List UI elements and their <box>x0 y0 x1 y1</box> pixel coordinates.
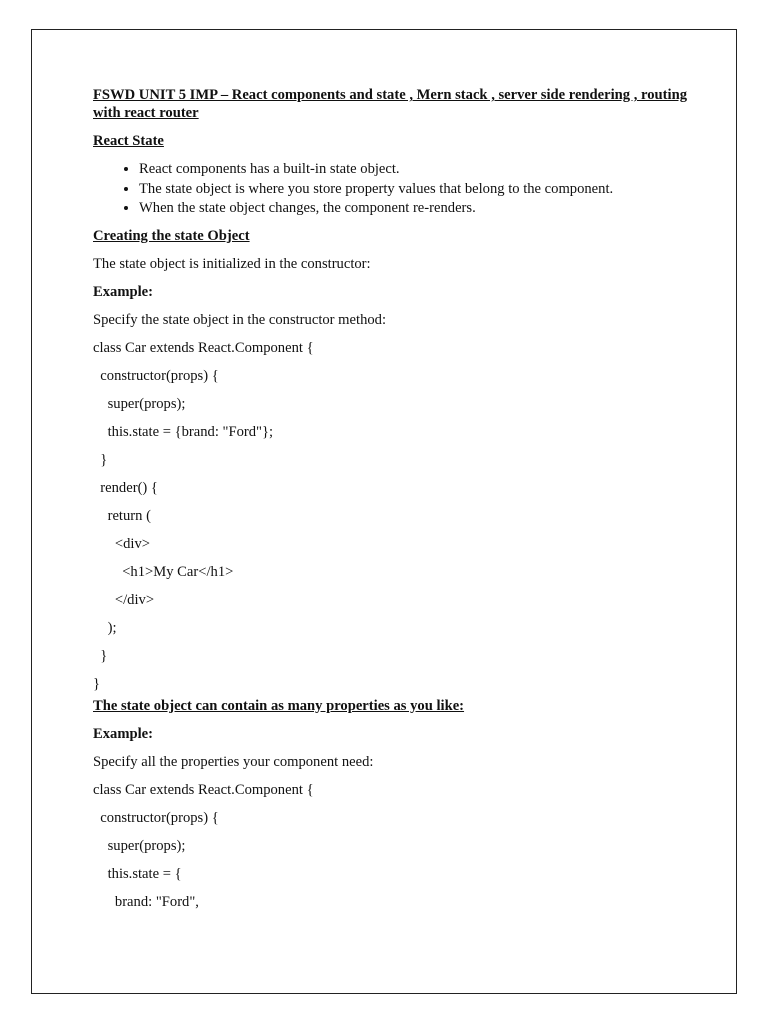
example-label: Example: <box>93 283 153 300</box>
section-heading-react-state: React State <box>93 133 164 149</box>
section-heading-many-properties: The state object can contain as many properties as you like: <box>93 697 465 714</box>
code-line: } <box>93 451 108 468</box>
code-line: <div> <box>93 535 150 552</box>
code-line: </div> <box>93 591 155 608</box>
bullet-item: • When the state object changes, the component re-renders. <box>139 199 693 219</box>
document-title: FSWD UNIT 5 IMP – React components and state , Mern stack , server side rendering , routing with react router <box>93 87 687 121</box>
code-line: brand: "Ford", <box>93 893 199 910</box>
code-line: ); <box>93 619 117 636</box>
code-line: this.state = {brand: "Ford"}; <box>93 423 274 440</box>
react-state-bullet-list <box>93 160 693 219</box>
example-description: Specify the state object in the constructor method: <box>93 311 387 328</box>
code-line: constructor(props) { <box>93 367 219 384</box>
creating-state-body <box>93 255 693 693</box>
code-line: class Car extends React.Component { <box>93 781 314 798</box>
code-line: this.state = { <box>93 865 182 882</box>
code-line: } <box>93 647 108 664</box>
code-line: return ( <box>93 507 151 524</box>
section-heading-creating-state: Creating the state Object <box>93 227 250 244</box>
code-line: render() { <box>93 479 158 496</box>
example-description: Specify all the properties your component need: <box>93 753 374 770</box>
many-properties-body <box>93 725 693 911</box>
code-line: super(props); <box>93 837 186 854</box>
code-line: } <box>93 675 101 692</box>
document-content <box>93 86 693 911</box>
code-line: class Car extends React.Component { <box>93 339 314 356</box>
example-label: Example: <box>93 725 153 742</box>
code-line: <h1>My Car</h1> <box>93 563 234 580</box>
bullet-item: • React components has a built-in state object. <box>139 160 693 180</box>
intro-text: The state object is initialized in the constructor: <box>93 255 371 272</box>
bullet-item: • The state object is where you store property values that belong to the component. <box>139 180 693 200</box>
code-line: constructor(props) { <box>93 809 219 826</box>
code-line: super(props); <box>93 395 186 412</box>
